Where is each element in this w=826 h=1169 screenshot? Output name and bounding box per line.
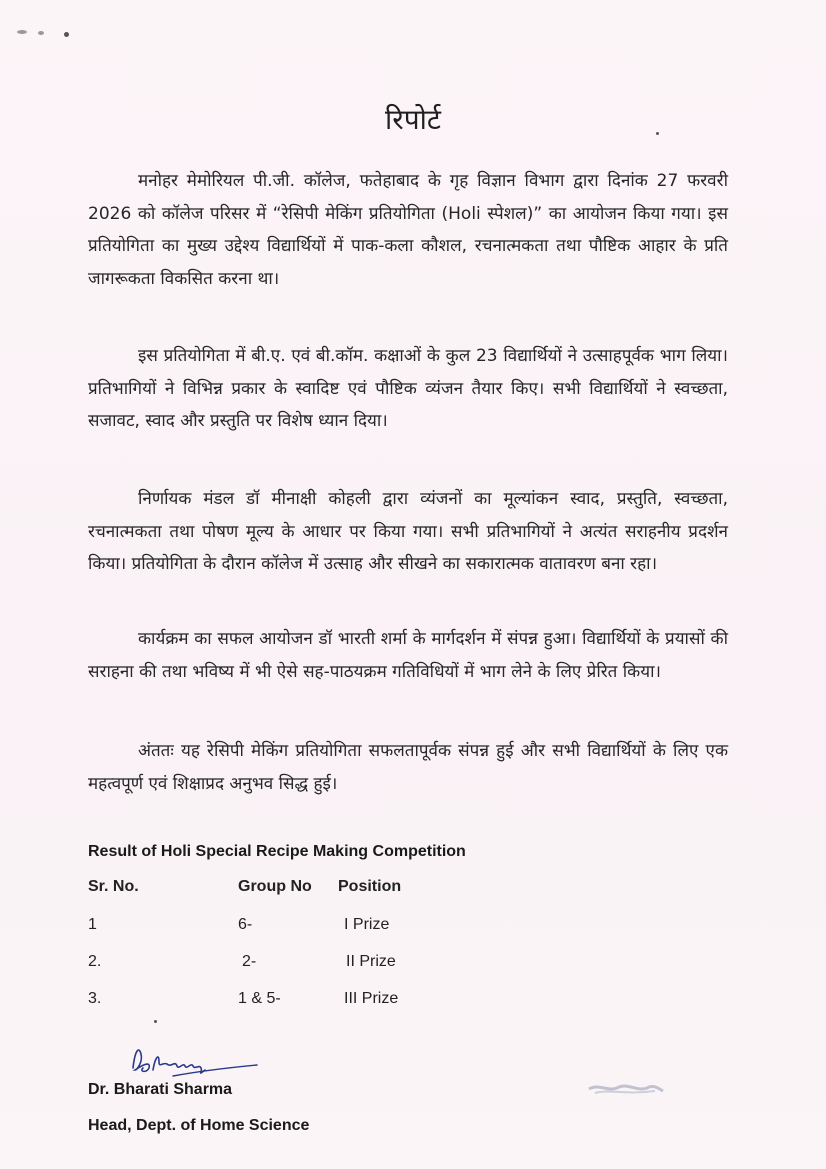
cell-position: I Prize <box>344 916 390 933</box>
paragraph-judging: निर्णायक मंडल डॉ मीनाक्षी कोहली द्वारा व्यंजनों का मूल्यांकन स्वाद, प्रस्तुति, स्वच्छता, रचनात्मकता तथा पोषण मूल्य के आधार पर किया गया। सभी प्रतिभागियों ने अत्यंत सराहनीय प्रदर्शन किया। प्रतियोगिता के दौरान कॉलेज में उत्साह और सीखने का सकारात्मक वातावरण बना रहा। <box>88 489 728 574</box>
scan-speck <box>64 32 69 37</box>
header-group-no: Group No <box>238 878 312 895</box>
cell-group-no: 2- <box>242 953 257 970</box>
table-row <box>88 990 488 1014</box>
signatory-name: Dr. Bharati Sharma <box>88 1081 233 1098</box>
cell-position: II Prize <box>346 953 396 970</box>
cell-sr-no: 3. <box>88 990 102 1007</box>
table-row <box>88 916 488 940</box>
handwritten-signature <box>125 1040 265 1080</box>
cell-group-no: 1 & 5- <box>238 990 281 1007</box>
cell-group-no: 6- <box>238 916 253 933</box>
cell-sr-no: 2. <box>88 953 102 970</box>
signatory-designation: Head, Dept. of Home Science <box>88 1117 310 1134</box>
table-header-row <box>88 878 488 902</box>
paragraph-organisation: कार्यक्रम का सफल आयोजन डॉ भारती शर्मा के मार्गदर्शन में संपन्न हुआ। विद्यार्थियों के प्रयासों की सराहना की तथा भविष्य में भी ऐसे सह-पाठयक्रम गतिविधियों में भाग लेने के लिए प्रेरित किया। <box>88 629 728 682</box>
result-title: Result of Holi Special Recipe Making Competition <box>88 843 466 860</box>
scan-speck <box>154 1020 157 1023</box>
paragraph-intro: मनोहर मेमोरियल पी.जी. कॉलेज, फतेहाबाद के गृह विज्ञान विभाग द्वारा दिनांक 27 फरवरी 2026 को कॉलेज परिसर में “रेसिपी मेकिंग प्रतियोगिता (Holi स्पेशल)” का आयोजन किया गया। इस प्रतियोगिता का मुख्य उद्देश्य विद्यार्थियों में पाक-कला कौशल, रचनात्मकता तथा पौष्टिक आहार के प्रति जागरूकता विकसित करना था। <box>88 171 728 289</box>
faded-stamp-mark <box>585 1077 665 1101</box>
cell-sr-no: 1 <box>88 916 97 933</box>
scan-speck <box>38 31 44 35</box>
paragraph-participation: इस प्रतियोगिता में बी.ए. एवं बी.कॉम. कक्षाओं के कुल 23 विद्यार्थियों ने उत्साहपूर्वक भाग लिया। प्रतिभागियों ने विभिन्न प्रकार के स्वादिष्ट एवं पौष्टिक व्यंजन तैयार किए। सभी विद्यार्थियों ने स्वच्छता, सजावट, स्वाद और प्रस्तुति पर विशेष ध्यान दिया। <box>88 346 728 431</box>
table-row <box>88 953 488 977</box>
header-sr-no: Sr. No. <box>88 878 139 895</box>
report-title: रिपोर्ट <box>385 103 441 136</box>
scan-speck <box>17 30 27 34</box>
header-position: Position <box>338 878 402 895</box>
paragraph-conclusion: अंततः यह रेसिपी मेकिंग प्रतियोगिता सफलतापूर्वक संपन्न हुई और सभी विद्यार्थियों के लिए एक महत्वपूर्ण एवं शिक्षाप्रद अनुभव सिद्ध हुई। <box>88 741 728 794</box>
cell-position: III Prize <box>344 990 399 1007</box>
